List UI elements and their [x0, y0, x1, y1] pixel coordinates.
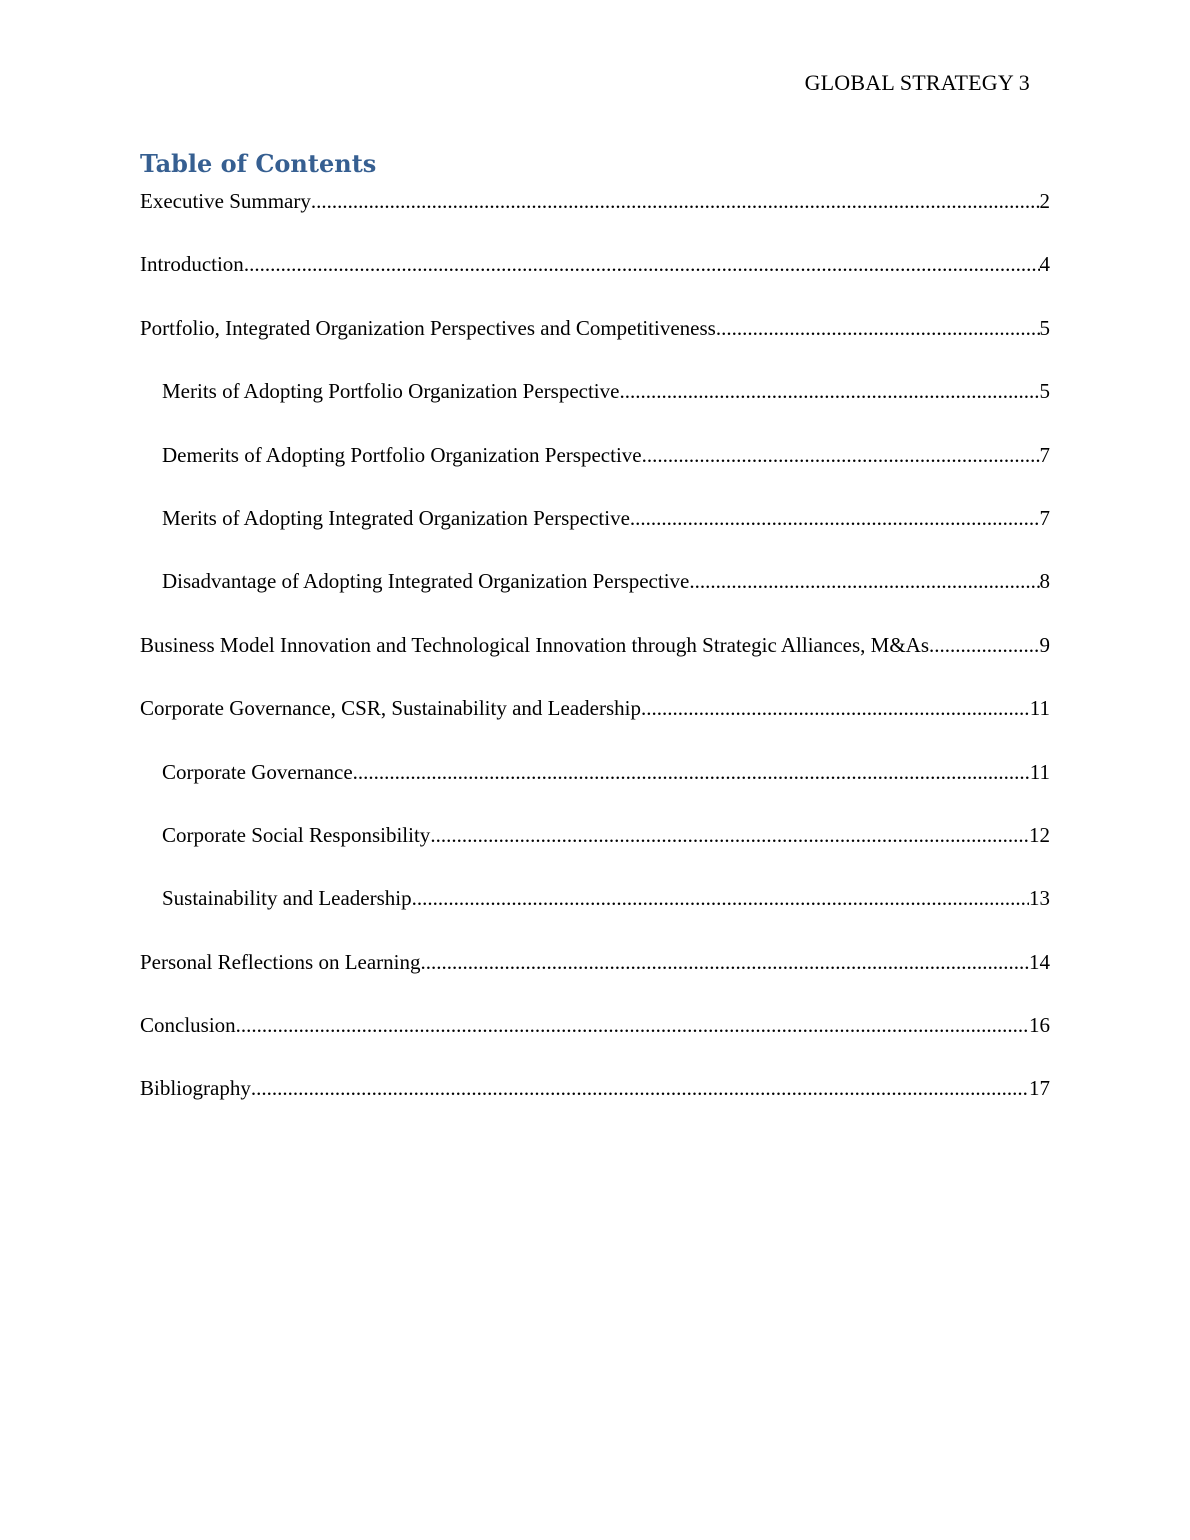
toc-dot-leader	[430, 817, 1029, 853]
toc-page-number: 4	[1039, 252, 1050, 277]
toc-entry-text: Sustainability and Leadership	[162, 886, 412, 911]
toc-entry-corporate-governance-csr[interactable]	[140, 690, 1050, 753]
toc-list	[140, 183, 1050, 1134]
toc-entry-personal-reflections[interactable]	[140, 944, 1050, 1007]
toc-entry-text: Conclusion	[140, 1013, 236, 1038]
toc-entry-text: Merits of Adopting Portfolio Organization Perspective	[162, 379, 620, 404]
toc-page-number: 16	[1029, 1013, 1050, 1038]
toc-dot-leader	[236, 1007, 1029, 1043]
toc-entry-executive-summary[interactable]	[140, 183, 1050, 246]
toc-dot-leader	[412, 880, 1029, 916]
toc-entry-text: Executive Summary	[140, 189, 311, 213]
toc-page-number: 8	[1039, 569, 1050, 594]
toc-dot-leader	[244, 246, 1040, 282]
toc-dot-leader	[716, 310, 1040, 346]
toc-entry-text: Bibliography	[140, 1076, 251, 1101]
toc-page-number: 5	[1039, 315, 1050, 340]
toc-dot-leader	[311, 183, 1040, 219]
toc-dot-leader	[934, 627, 1039, 663]
toc-entry-sustainability-leadership[interactable]	[140, 880, 1050, 943]
toc-page-number: 14	[1029, 949, 1050, 974]
toc-page-number: 12	[1029, 822, 1050, 847]
toc-page-number: 13	[1029, 886, 1050, 911]
toc-entry-introduction[interactable]	[140, 246, 1050, 309]
toc-dot-leader	[630, 500, 1040, 536]
toc-entry-bibliography[interactable]	[140, 1070, 1050, 1133]
toc-dot-leader	[421, 944, 1029, 980]
toc-entry-business-model-innovation[interactable]	[140, 627, 1050, 690]
toc-dot-leader	[641, 690, 1030, 726]
toc-entry-corporate-social-responsibility[interactable]	[140, 817, 1050, 880]
toc-dot-leader	[642, 437, 1040, 473]
toc-entry-portfolio-integrated[interactable]	[140, 310, 1050, 373]
toc-entry-disadvantage-integrated[interactable]	[140, 563, 1050, 626]
toc-entry-merits-portfolio[interactable]	[140, 373, 1050, 436]
toc-entry-text: Merits of Adopting Integrated Organization Perspective	[162, 505, 630, 530]
toc-entry-text: Corporate Social Responsibility	[162, 822, 431, 847]
toc-entry-demerits-portfolio[interactable]	[140, 437, 1050, 500]
toc-entry-text: Personal Reflections on Learning	[140, 949, 421, 974]
toc-entry-merits-integrated[interactable]	[140, 500, 1050, 563]
toc-page-number: 2	[1039, 189, 1050, 213]
toc-entry-text: Portfolio, Integrated Organization Perspectives and Competitiveness	[140, 315, 716, 340]
toc-dot-leader	[689, 563, 1039, 599]
toc-page-number: 7	[1039, 505, 1050, 530]
toc-dot-leader	[619, 373, 1039, 409]
toc-entry-text: Introduction	[140, 252, 244, 277]
toc-dot-leader	[251, 1070, 1029, 1106]
toc-entry-text: Corporate Governance, CSR, Sustainability and Leadership	[140, 696, 641, 721]
toc-entry-text: Corporate Governance	[162, 759, 353, 784]
toc-page-number: 9	[1039, 632, 1050, 657]
toc-page-number: 11	[1029, 696, 1050, 721]
toc-title: Table of Contents	[140, 149, 377, 178]
toc-entry-text: Demerits of Adopting Portfolio Organization Perspective	[162, 442, 642, 467]
running-header: GLOBAL STRATEGY 3	[804, 70, 1030, 95]
toc-entry-conclusion[interactable]	[140, 1007, 1050, 1070]
toc-page-number: 5	[1039, 379, 1050, 404]
toc-page-number: 11	[1029, 759, 1050, 784]
toc-entry-corporate-governance[interactable]	[140, 754, 1050, 817]
toc-dot-leader	[353, 754, 1030, 790]
toc-entry-text: Business Model Innovation and Technological Innovation through Strategic Alliances, M&As.	[140, 632, 935, 657]
toc-entry-text: Disadvantage of Adopting Integrated Organization Perspective	[162, 569, 690, 594]
table-of-contents	[140, 145, 1050, 1134]
toc-page-number: 7	[1039, 442, 1050, 467]
toc-page-number: 17	[1029, 1076, 1050, 1101]
